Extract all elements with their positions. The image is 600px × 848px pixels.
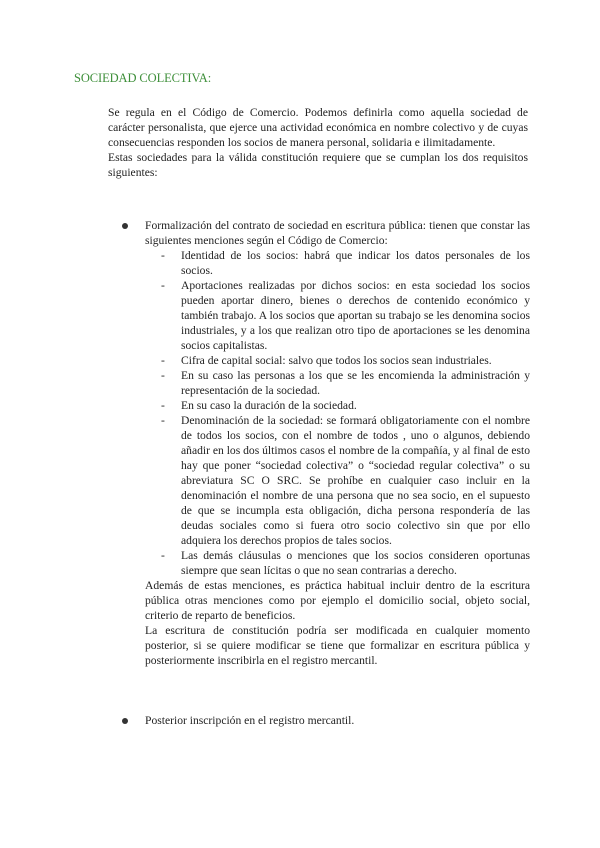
- sublist-item-text: Cifra de capital social: salvo que todos los socios sean industriales.: [181, 354, 492, 367]
- sublist-item-text: Las demás cláusulas o menciones que los socios consideren oportunas siempre que sean lícitas o que no sean contrarias a derecho.: [181, 549, 530, 577]
- list-item: [145, 713, 530, 728]
- sublist-item: [145, 248, 530, 278]
- followup-paragraph: Además de estas menciones, es práctica habitual incluir dentro de la escritura pública otras menciones como por ejemplo el domicilio social, objeto social, criterio de reparto de beneficios.: [145, 579, 530, 622]
- sublist: [145, 248, 530, 578]
- bullet-icon: [122, 718, 128, 724]
- dash-icon: -: [161, 549, 165, 562]
- sublist-item-text: Denominación de la sociedad: se formará obligatoriamente con el nombre de todos los socios, con el nombre de todos , uno o algunos, debiendo añadir en los dos últimos casos el nombre de la compañía, y al final de esto hay que poner “sociedad colectiva” o “sociedad regular colectiva” o su abreviatura SC O SRC. Se prohíbe en cualquier caso incluir en la denominación el nombre de una persona que no sea socio, en el supuesto de que se incumpla esta obligación, dicha persona respondería de las deudas sociales como si fuera otro socio colectivo sin que por ello adquiera los derechos propios de tales socios.: [181, 414, 531, 547]
- dash-icon: -: [161, 354, 165, 367]
- sublist-item: [145, 278, 530, 353]
- sublist-item-text: En su caso la duración de la sociedad.: [181, 399, 357, 412]
- sublist-item-text: En su caso las personas a los que se les encomienda la administración y representación de la sociedad.: [181, 369, 530, 397]
- document-title: SOCIEDAD COLECTIVA:: [74, 71, 212, 85]
- intro-paragraph: Estas sociedades para la válida constitución requiere que se cumplan los dos requisitos siguientes:: [108, 151, 528, 179]
- sublist-item: [145, 368, 530, 398]
- sublist-item-text: Aportaciones realizadas por dichos socios: en esta sociedad los socios pueden aportar dinero, bienes o derechos de contenido económico y también trabajo. A los socios que aportan su trabajo se les denomina socios industriales, y a los que realizan otro tipo de aportaciones se les denomina socios capitalistas.: [181, 279, 530, 352]
- bullet-text: Posterior inscripción en el registro mercantil.: [145, 714, 355, 727]
- sublist-item-text: Identidad de los socios: habrá que indicar los datos personales de los socios.: [181, 249, 530, 277]
- sublist-item: [145, 353, 530, 368]
- sublist-item: [145, 548, 530, 578]
- bullet-icon: [122, 223, 128, 229]
- dash-icon: -: [161, 249, 165, 262]
- intro-section: [108, 105, 528, 180]
- dash-icon: -: [161, 369, 165, 382]
- sublist-item: [145, 413, 530, 548]
- sublist-item: [145, 398, 530, 413]
- followup-paragraph: La escritura de constitución podría ser modificada en cualquier momento posterior, si se quiere modificar se tiene que formalizar en escritura pública y posteriormente inscribirla en el registro mercantil.: [145, 624, 530, 667]
- dash-icon: -: [161, 414, 165, 427]
- list-item: [145, 218, 530, 668]
- dash-icon: -: [161, 279, 165, 292]
- dash-icon: -: [161, 399, 165, 412]
- bullet-text: Formalización del contrato de sociedad en escritura pública: tienen que constar las siguientes menciones según el Código de Comercio:: [145, 219, 530, 247]
- intro-paragraph: Se regula en el Código de Comercio. Podemos definirla como aquella sociedad de carácter personalista, que ejerce una actividad económica en nombre colectivo y de cuyas consecuencias responden los socios de manera personal, solidaria e ilimitadamente.: [108, 106, 528, 149]
- bullet-followup: [145, 578, 530, 668]
